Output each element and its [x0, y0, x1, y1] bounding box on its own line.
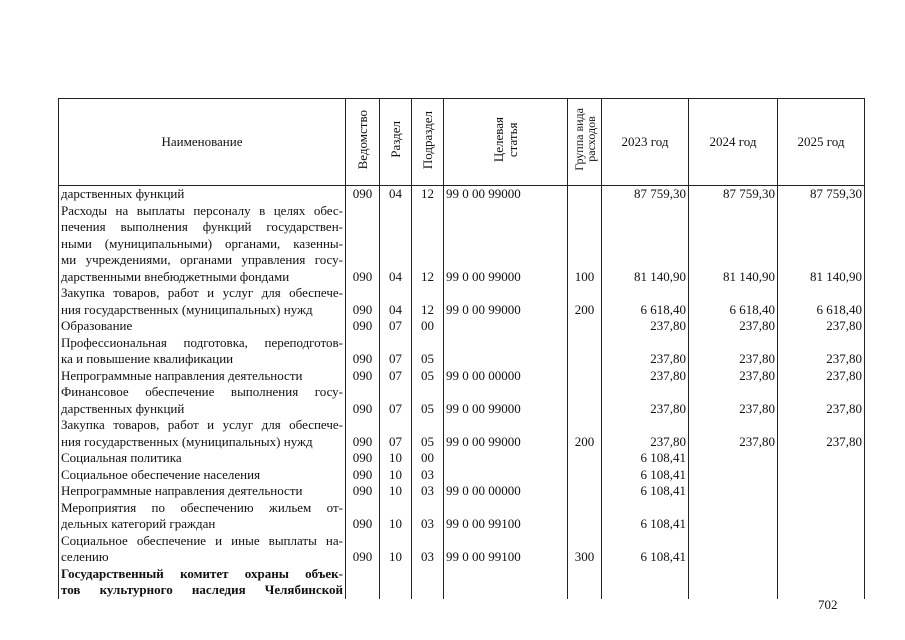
row-podrazdel: 00 — [412, 450, 444, 467]
row-2023: 6 108,41 — [602, 500, 689, 533]
row-razdel: 07 — [380, 335, 412, 368]
row-2023: 81 140,90 — [602, 203, 689, 286]
row-name — [59, 533, 346, 566]
row-name — [59, 467, 346, 484]
table-row — [59, 203, 865, 286]
row-2024 — [689, 483, 778, 500]
row-2024: 6 618,40 — [689, 285, 778, 318]
row-podrazdel: 05 — [412, 384, 444, 417]
row-vedomstvo: 090 — [346, 450, 380, 467]
row-2024: 87 759,30 — [689, 186, 778, 203]
row-2023: 87 759,30 — [602, 186, 689, 203]
row-expense-group — [568, 318, 602, 335]
row-podrazdel: 00 — [412, 318, 444, 335]
row-2023: 237,80 — [602, 335, 689, 368]
row-2025: 237,80 — [778, 368, 865, 385]
row-2025: 237,80 — [778, 318, 865, 335]
row-2023: 6 108,41 — [602, 483, 689, 500]
row-2025: 237,80 — [778, 384, 865, 417]
row-vedomstvo — [346, 566, 380, 599]
row-name — [59, 500, 346, 533]
row-2024: 81 140,90 — [689, 203, 778, 286]
row-2024: 237,80 — [689, 417, 778, 450]
table-row — [59, 186, 865, 203]
row-name-line: Расходы на выплаты персоналу в целях обес- — [61, 202, 343, 218]
header-razdel: Раздел — [380, 99, 412, 186]
row-expense-group — [568, 335, 602, 368]
row-expense-group: 100 — [568, 203, 602, 286]
row-2023: 237,80 — [602, 417, 689, 450]
row-2023: 6 618,40 — [602, 285, 689, 318]
row-2024: 237,80 — [689, 368, 778, 385]
row-2023: 237,80 — [602, 368, 689, 385]
row-2023: 6 108,41 — [602, 450, 689, 467]
row-name-line: селению — [61, 549, 109, 564]
row-vedomstvo: 090 — [346, 318, 380, 335]
header-name: Наименование — [59, 99, 346, 186]
row-name-line: Мероприятия по обеспечению жильем от- — [61, 499, 343, 515]
row-razdel: 10 — [380, 533, 412, 566]
row-2023: 6 108,41 — [602, 533, 689, 566]
row-2025: 87 759,30 — [778, 186, 865, 203]
row-target-article: 99 0 00 99000 — [444, 203, 568, 286]
row-podrazdel: 03 — [412, 500, 444, 533]
row-target-article — [444, 318, 568, 335]
row-podrazdel: 05 — [412, 368, 444, 385]
row-2025: 6 618,40 — [778, 285, 865, 318]
row-name-line: Финансовое обеспечение выполнения госу- — [61, 384, 343, 399]
row-name — [59, 318, 346, 335]
row-vedomstvo: 090 — [346, 285, 380, 318]
row-name-line: Образование — [61, 318, 133, 333]
row-razdel: 04 — [380, 285, 412, 318]
row-name-line: Профессиональная подготовка, переподготов- — [61, 334, 343, 350]
row-name-line: ными (муниципальными) органами, казенны- — [61, 235, 343, 251]
row-expense-group: 200 — [568, 285, 602, 318]
row-expense-group — [568, 186, 602, 203]
header-vedomstvo: Ведомство — [346, 99, 380, 186]
row-podrazdel: 03 — [412, 467, 444, 484]
row-target-article: 99 0 00 99000 — [444, 186, 568, 203]
budget-table — [58, 98, 865, 599]
row-name-line: Закупка товаров, работ и услуг для обеспече- — [61, 285, 343, 300]
row-target-article: 99 0 00 99000 — [444, 417, 568, 450]
table-row — [59, 368, 865, 385]
row-name-line: Социальное обеспечение населения — [61, 466, 261, 482]
row-name-line: Непрограммные направления деятельности — [61, 483, 303, 498]
row-target-article — [444, 450, 568, 467]
row-name-line: Закупка товаров, работ и услуг для обеспече- — [61, 417, 343, 432]
table-row — [59, 566, 865, 599]
row-2025: 237,80 — [778, 335, 865, 368]
row-name — [59, 203, 346, 286]
row-2025: 81 140,90 — [778, 203, 865, 286]
header-expense-group: Группа вида расходов — [568, 99, 602, 186]
row-vedomstvo: 090 — [346, 467, 380, 484]
header-2025: 2025 год — [778, 99, 865, 186]
header-target-article: Целевая статья — [444, 99, 568, 186]
row-2023: 237,80 — [602, 318, 689, 335]
row-2025 — [778, 533, 865, 566]
row-vedomstvo: 090 — [346, 417, 380, 450]
row-2023 — [602, 566, 689, 599]
table-body — [59, 186, 865, 599]
table-row — [59, 450, 865, 467]
row-razdel: 07 — [380, 318, 412, 335]
row-name — [59, 566, 346, 599]
header-podrazdel: Подраздел — [412, 99, 444, 186]
row-target-article: 99 0 00 99100 — [444, 500, 568, 533]
row-razdel: 04 — [380, 203, 412, 286]
row-expense-group — [568, 384, 602, 417]
table-row — [59, 335, 865, 368]
row-2024 — [689, 533, 778, 566]
row-2025: 237,80 — [778, 417, 865, 450]
row-2024 — [689, 566, 778, 599]
row-vedomstvo: 090 — [346, 384, 380, 417]
row-expense-group: 300 — [568, 533, 602, 566]
row-2025 — [778, 467, 865, 484]
row-name — [59, 417, 346, 450]
row-name-line: ми учреждениями, органами управления госу- — [61, 252, 343, 267]
row-podrazdel: 05 — [412, 335, 444, 368]
row-podrazdel: 12 — [412, 285, 444, 318]
row-name — [59, 368, 346, 385]
row-name-line: тов культурного наследия Челябинской — [61, 582, 343, 597]
row-vedomstvo: 090 — [346, 500, 380, 533]
row-name-line: ка и повышение квалификации — [61, 351, 234, 366]
row-name-line: Государственный комитет охраны объек- — [61, 565, 343, 581]
row-podrazdel: 12 — [412, 186, 444, 203]
row-name-line: печения выполнения функций государствен- — [61, 219, 343, 234]
row-podrazdel: 03 — [412, 533, 444, 566]
header-2024: 2024 год — [689, 99, 778, 186]
row-razdel: 10 — [380, 450, 412, 467]
row-2024 — [689, 500, 778, 533]
row-expense-group — [568, 450, 602, 467]
row-target-article: 99 0 00 00000 — [444, 368, 568, 385]
row-name — [59, 285, 346, 318]
row-name — [59, 450, 346, 467]
row-razdel: 07 — [380, 417, 412, 450]
row-expense-group — [568, 467, 602, 484]
table-header-row — [59, 99, 865, 186]
row-podrazdel: 03 — [412, 483, 444, 500]
row-name-line: дарственных функций — [61, 186, 185, 201]
table-row — [59, 285, 865, 318]
header-2023: 2023 год — [602, 99, 689, 186]
row-name-line: ния государственных (муниципальных) нужд — [61, 433, 313, 449]
table-row — [59, 467, 865, 484]
row-name — [59, 384, 346, 417]
row-target-article: 99 0 00 00000 — [444, 483, 568, 500]
row-expense-group — [568, 368, 602, 385]
row-2024: 237,80 — [689, 335, 778, 368]
row-vedomstvo: 090 — [346, 483, 380, 500]
row-vedomstvo: 090 — [346, 186, 380, 203]
row-2024 — [689, 450, 778, 467]
table-row — [59, 384, 865, 417]
row-vedomstvo: 090 — [346, 533, 380, 566]
table-row — [59, 417, 865, 450]
row-razdel: 10 — [380, 483, 412, 500]
row-target-article — [444, 467, 568, 484]
row-vedomstvo: 090 — [346, 368, 380, 385]
row-2025 — [778, 483, 865, 500]
row-podrazdel: 12 — [412, 203, 444, 286]
row-target-article: 99 0 00 99100 — [444, 533, 568, 566]
table-row — [59, 318, 865, 335]
row-target-article: 99 0 00 99000 — [444, 384, 568, 417]
row-razdel: 10 — [380, 500, 412, 533]
row-podrazdel: 05 — [412, 417, 444, 450]
row-expense-group — [568, 566, 602, 599]
row-expense-group — [568, 483, 602, 500]
row-vedomstvo: 090 — [346, 335, 380, 368]
row-2023: 6 108,41 — [602, 467, 689, 484]
table-row — [59, 500, 865, 533]
row-2025 — [778, 500, 865, 533]
row-2024 — [689, 467, 778, 484]
row-vedomstvo: 090 — [346, 203, 380, 286]
row-razdel: 04 — [380, 186, 412, 203]
row-name-line: ния государственных (муниципальных) нужд — [61, 301, 313, 317]
row-2025 — [778, 450, 865, 467]
table-row — [59, 483, 865, 500]
row-expense-group — [568, 500, 602, 533]
row-2024: 237,80 — [689, 318, 778, 335]
row-name-line: Социальная политика — [61, 450, 182, 465]
row-target-article — [444, 335, 568, 368]
row-expense-group: 200 — [568, 417, 602, 450]
row-name-line: дельных категорий граждан — [61, 516, 216, 531]
row-2025 — [778, 566, 865, 599]
row-2024: 237,80 — [689, 384, 778, 417]
row-razdel: 07 — [380, 384, 412, 417]
row-name-line: Непрограммные направления деятельности — [61, 367, 303, 383]
row-razdel: 10 — [380, 467, 412, 484]
row-2023: 237,80 — [602, 384, 689, 417]
row-name — [59, 186, 346, 203]
row-target-article — [444, 566, 568, 599]
page-number: 702 — [818, 597, 838, 612]
row-name — [59, 335, 346, 368]
row-name-line: дарственными внебюджетными фондами — [61, 268, 290, 284]
table-row — [59, 533, 865, 566]
row-target-article: 99 0 00 99000 — [444, 285, 568, 318]
row-name-line: дарственных функций — [61, 400, 185, 416]
row-razdel — [380, 566, 412, 599]
row-name — [59, 483, 346, 500]
row-podrazdel — [412, 566, 444, 599]
row-name-line: Социальное обеспечение и иные выплаты на- — [61, 532, 343, 548]
row-razdel: 07 — [380, 368, 412, 385]
